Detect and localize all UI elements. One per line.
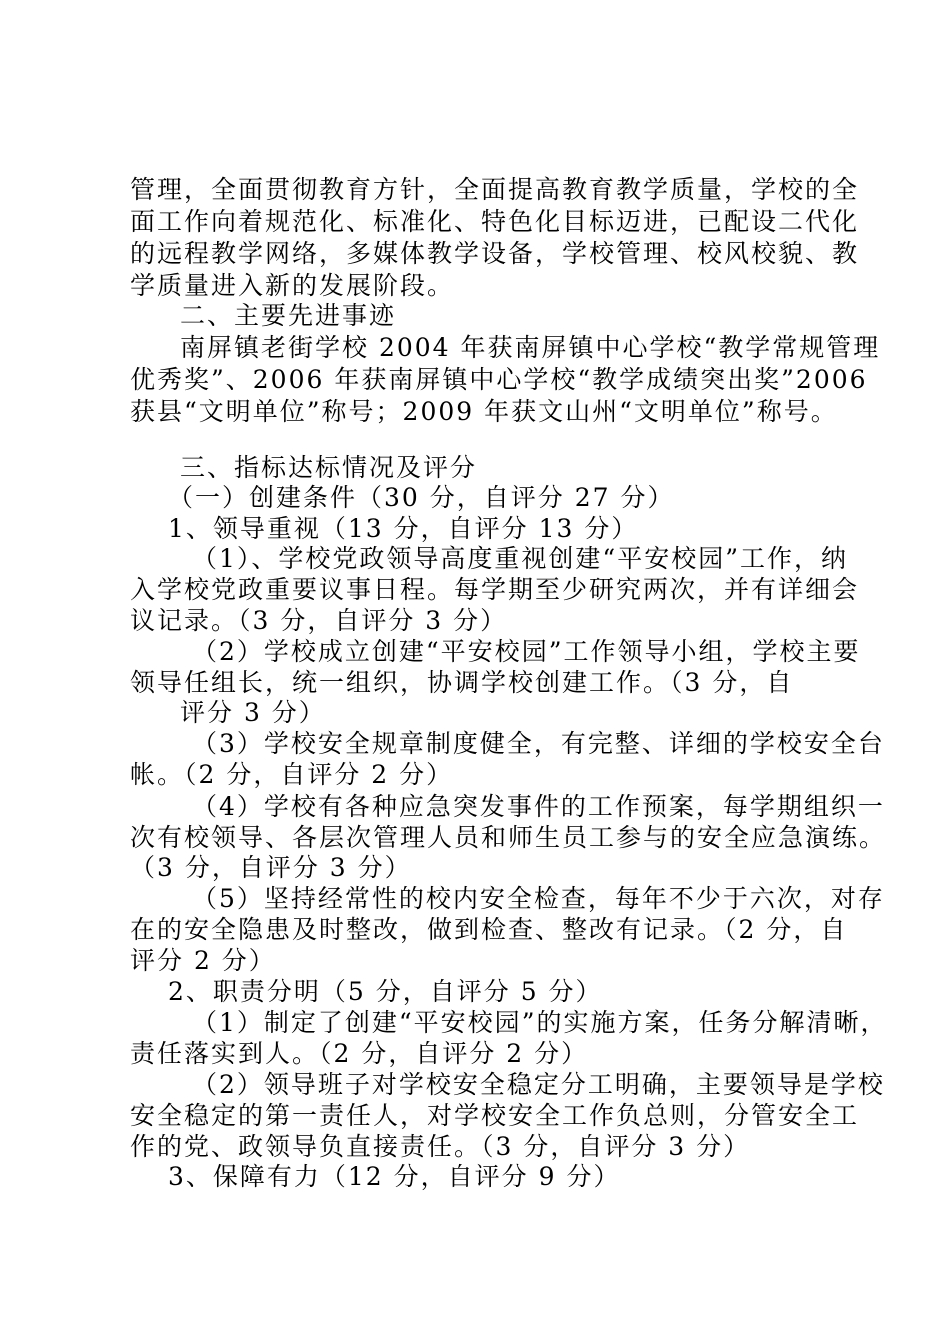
text-line: 在的安全隐患及时整改，做到检查、整改有记录。（2 分，自 <box>130 915 848 944</box>
text-line: 入学校党政重要议事日程。每学期至少研究两次，并有详细会 <box>130 575 860 604</box>
text-line: （3）学校安全规章制度健全，有完整、详细的学校安全台 <box>192 729 885 758</box>
text-line: 次有校领导、各层次管理人员和师生员工参与的安全应急演练。 <box>130 823 887 852</box>
text-line: （1）、学校党政领导高度重视创建“平安校园”工作，纳 <box>192 544 848 573</box>
text-line: 优秀奖”、2006 年获南屏镇中心学校“教学成绩突出奖”2006 <box>130 365 868 394</box>
text-line: 作的党、政领导负直接责任。（3 分，自评分 3 分） <box>130 1132 751 1161</box>
text-line: 南屏镇老街学校 2004 年获南屏镇中心学校“教学常规管理 <box>180 333 881 362</box>
text-line: 面工作向着规范化、标准化、特色化目标迈进，已配设二代化 <box>130 207 860 236</box>
text-line: 学质量进入新的发展阶段。 <box>130 271 455 300</box>
text-line: 评分 2 分） <box>130 946 276 975</box>
text-line: 的远程教学网络，多媒体教学设备，学校管理、校风校貌、教 <box>130 239 860 268</box>
subsection-heading: 3、保障有力（12 分，自评分 9 分） <box>168 1162 621 1191</box>
text-line: 议记录。（3 分，自评分 3 分） <box>130 606 508 635</box>
text-line: （3 分，自评分 3 分） <box>130 853 412 882</box>
text-line: 帐。（2 分，自评分 2 分） <box>130 760 454 789</box>
subsection-heading: （一）创建条件（30 分，自评分 27 分） <box>168 483 675 512</box>
text-line: 安全稳定的第一责任人，对学校安全工作负总则，分管安全工 <box>130 1101 860 1130</box>
text-line: （4）学校有各种应急突发事件的工作预案，每学期组织一 <box>192 792 885 821</box>
text-line: 评分 3 分） <box>180 698 326 727</box>
section-heading: 二、主要先进事迹 <box>180 301 397 330</box>
subsection-heading: 2、职责分明（5 分，自评分 5 分） <box>168 977 603 1006</box>
section-heading: 三、指标达标情况及评分 <box>180 453 478 482</box>
text-line: （2）领导班子对学校安全稳定分工明确，主要领导是学校 <box>192 1070 885 1099</box>
text-line: （5）坚持经常性的校内安全检查，每年不少于六次，对存 <box>192 884 885 913</box>
text-line: （1）制定了创建“平安校园”的实施方案，任务分解清晰， <box>192 1008 888 1037</box>
text-line: 管理，全面贯彻教育方针，全面提高教育教学质量，学校的全 <box>130 175 860 204</box>
text-line: （2）学校成立创建“平安校园”工作领导小组，学校主要 <box>192 637 861 666</box>
text-line: 领导任组长，统一组织，协调学校创建工作。（3 分，自 <box>130 668 794 697</box>
subsection-heading: 1、领导重视（13 分，自评分 13 分） <box>168 514 639 543</box>
text-line: 获县“文明单位”称号；2009 年获文山州“文明单位”称号。 <box>130 397 838 426</box>
text-line: 责任落实到人。（2 分，自评分 2 分） <box>130 1039 589 1068</box>
